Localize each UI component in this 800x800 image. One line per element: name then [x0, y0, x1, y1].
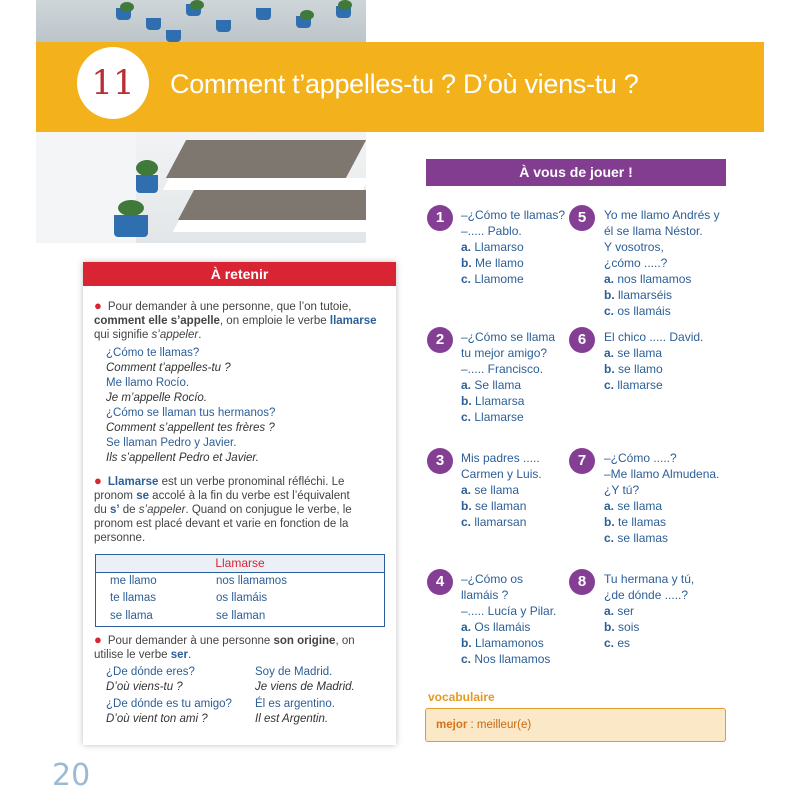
option[interactable]: b. te llamas [604, 515, 667, 529]
retenir-paragraph-1: ● Pour demander à une personne, que l’on tutoie, comment elle s’appelle, on emploie le verbe llamarse qui signifie s’appeler. [94, 298, 377, 341]
option[interactable]: c. es [604, 636, 631, 650]
example-es: Me llamo Rocío. [106, 377, 190, 389]
vocab-meaning: meilleur(e) [476, 719, 532, 731]
example-fr: D’où vient ton ami ? [106, 713, 208, 725]
question-number: 7 [569, 448, 595, 474]
option[interactable]: c. Llamome [461, 272, 524, 286]
conjugation-cell: nos llamamos [216, 575, 287, 587]
question-number: 4 [427, 569, 453, 595]
option[interactable]: b. Llamamonos [461, 636, 544, 650]
question-number: 2 [427, 327, 453, 353]
option[interactable]: b. se llaman [461, 499, 527, 513]
example-es: Soy de Madrid. [255, 666, 333, 678]
option[interactable]: a. se llama [461, 483, 520, 497]
lesson-title: Comment t’appelles-tu ? D’où viens-tu ? [170, 69, 639, 99]
question-number: 1 [427, 205, 453, 231]
option[interactable]: a. nos llamamos [604, 272, 692, 286]
question-3: Mis padres ..... Carmen y Luis. a. se llama b. se llaman c. llamarsan [461, 451, 542, 529]
conjugation-cell: se llaman [216, 610, 266, 622]
option[interactable]: a. se llama [604, 346, 663, 360]
page-number: 20 [52, 758, 91, 793]
conjugation-table [95, 554, 385, 627]
option[interactable]: c. se llamas [604, 531, 669, 545]
conjugation-cell: os llamáis [216, 592, 268, 604]
vocab-title: vocabulaire [428, 690, 495, 704]
retenir-heading: À retenir [83, 262, 396, 286]
example-fr: Je viens de Madrid. [255, 681, 355, 693]
option[interactable]: b. Me llamo [461, 256, 524, 270]
question-5: Yo me llamo Andrés y él se llama Néstor. Y vosotros, ¿cómo .....? a. nos llamamos b. llamarséis c. os llamáis [604, 208, 720, 318]
exercise-heading: À vous de jouer ! [426, 159, 726, 186]
option[interactable]: a. Se llama [461, 378, 522, 392]
conjugation-cell: se llama [110, 610, 153, 622]
question-number: 3 [427, 448, 453, 474]
example-fr: Il est Argentin. [255, 713, 329, 725]
lesson-number: 11 [77, 47, 149, 119]
option[interactable]: b. sois [604, 620, 640, 634]
option[interactable]: a. Llamarso [461, 240, 524, 254]
question-2: –¿Cómo se llama tu mejor amigo? –..... Francisco. a. Se llama b. Llamarsa c. Llamarse [461, 330, 556, 424]
option[interactable]: c. os llamáis [604, 304, 671, 318]
retenir-paragraph-3: ● Pour demander à une personne son origine, on utilise le verbe ser. [94, 632, 355, 661]
conjugation-cell: te llamas [110, 592, 157, 604]
example-fr: Je m’appelle Rocío. [106, 392, 207, 404]
conjugation-header: Llamarse [96, 555, 384, 573]
question-7: –¿Cómo .....? –Me llamo Almudena. ¿Y tú? a. se llama b. te llamas c. se llamas [604, 451, 720, 545]
question-1: –¿Cómo te llamas? –..... Pablo. a. Llamarso b. Me llamo c. Llamome [461, 208, 566, 286]
example-es: ¿Cómo se llaman tus hermanos? [106, 407, 276, 419]
option[interactable]: a. ser [604, 604, 635, 618]
example-es: ¿De dónde es tu amigo? [106, 698, 232, 710]
retenir-paragraph-2: ● Llamarse est un verbe pronominal réfléchi. Le pronom se accolé à la fin du verbe est l’équivalent du s’ de s’appeler. Quand on conjugue le verbe, le pronom est placé devant et varie en fonction de la personne. [94, 473, 352, 544]
option[interactable]: c. Nos llamamos [461, 652, 551, 666]
example-fr: Ils s’appellent Pedro et Javier. [106, 452, 259, 464]
example-es: ¿De dónde eres? [106, 666, 195, 678]
vocab-box: mejor : meilleur(e) [425, 708, 726, 742]
option[interactable]: c. Llamarse [461, 410, 524, 424]
question-8: Tu hermana y tú, ¿de dónde .....? a. ser b. sois c. es [604, 572, 695, 650]
vocab-word: mejor [436, 719, 468, 731]
option[interactable]: b. Llamarsa [461, 394, 525, 408]
example-fr: Comment s’appellent tes frères ? [106, 422, 275, 434]
example-fr: Comment t’appelles-tu ? [106, 362, 231, 374]
question-number: 6 [569, 327, 595, 353]
option[interactable]: b. llamarséis [604, 288, 673, 302]
question-number: 5 [569, 205, 595, 231]
conjugation-cell: me llamo [110, 575, 157, 587]
option[interactable]: c. llamarse [604, 378, 663, 392]
example-es: ¿Cómo te llamas? [106, 347, 200, 359]
question-6: El chico ..... David. a. se llama b. se llamo c. llamarse [604, 330, 704, 392]
example-es: Él es argentino. [255, 698, 335, 710]
question-4: –¿Cómo os llamáis ? –..... Lucía y Pilar. a. Os llamáis b. Llamamonos c. Nos llamamos [461, 572, 557, 666]
option[interactable]: b. se llamo [604, 362, 663, 376]
option[interactable]: a. se llama [604, 499, 663, 513]
example-es: Se llaman Pedro y Javier. [106, 437, 237, 449]
example-fr: D’où viens-tu ? [106, 681, 183, 693]
option[interactable]: a. Os llamáis [461, 620, 531, 634]
option[interactable]: c. llamarsan [461, 515, 527, 529]
question-number: 8 [569, 569, 595, 595]
